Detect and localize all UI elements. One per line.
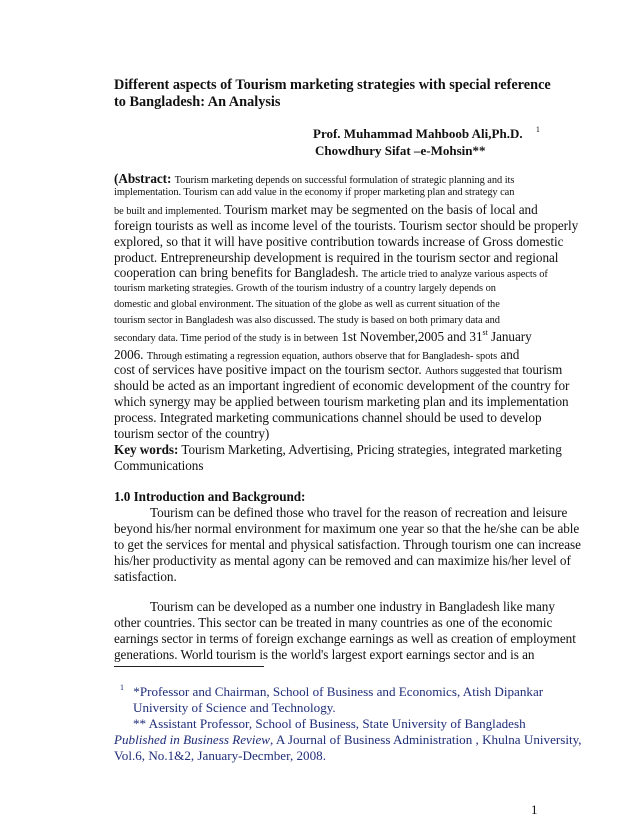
footnote-text: , A Journal of Business Administration , Khulna University, [270, 732, 582, 747]
abstract-text: cost of services have positive impact on the tourism sector. [114, 362, 422, 377]
section-p1-line-3: to get the services for mental and physical satisfaction. Through tourism one can increase [114, 537, 581, 552]
abstract-line-12 [114, 347, 519, 363]
author-1 [313, 126, 540, 142]
abstract-line-5: explored, so that it will have positive contribution towards increase of Gross domestic [114, 234, 564, 249]
abstract-line-3 [114, 202, 538, 218]
abstract-line-10: tourism sector in Bangladesh was also discussed. The study is based on both primary data and [114, 315, 500, 326]
abstract-text: secondary data. Time period of the study is in between [114, 333, 339, 344]
abstract-text: The article tried to analyze various aspects of [361, 269, 548, 280]
journal-name: Published in Business Review [114, 732, 271, 747]
author-1-name: Prof. Muhammad Mahboob Ali,Ph.D. [313, 126, 523, 141]
date-superscript: st [482, 328, 488, 337]
abstract-text: Through estimating a regression equation, authors observe that for Bangladesh- spots [146, 351, 498, 362]
page-number: 1 [531, 802, 538, 817]
abstract-line-11 [114, 329, 532, 345]
abstract-text: and [500, 347, 520, 362]
abstract-text: Tourism market may be segmented on the basis of local and [224, 202, 538, 217]
section-heading: 1.0 Introduction and Background: [114, 489, 306, 504]
abstract-dates-end: January [487, 329, 532, 344]
keywords-line-1 [114, 442, 562, 458]
section-p1-line-2: beyond his/her normal environment for maximum one year so that the he/she can be able [114, 521, 580, 536]
abstract-line-17: tourism sector of the country) [114, 426, 270, 441]
paper-title-line-1: Different aspects of Tourism marketing strategies with special reference [114, 77, 551, 93]
footnote-marker: 1 [120, 683, 124, 692]
abstract-text: tourism [522, 362, 563, 377]
footnote-rule [114, 666, 264, 667]
section-p1-line-1: Tourism can be defined those who travel for the reason of recreation and leisure [150, 505, 568, 520]
abstract-text: be built and implemented. [114, 206, 222, 217]
keywords-text: Tourism Marketing, Advertising, Pricing strategies, integrated marketing [181, 442, 562, 457]
keywords-label: Key words: [114, 442, 179, 457]
section-p2-line-3: earnings sector in terms of foreign exchange earnings as well as creation of employment [114, 631, 576, 646]
footnote-line-5: Vol.6, No.1&2, January-Decmber, 2008. [114, 748, 326, 763]
abstract-label: (Abstract: [114, 171, 172, 186]
abstract-line-14: should be acted as an important ingredient of economic development of the country for [114, 378, 570, 393]
abstract-line-1 [114, 171, 514, 187]
author-2: Chowdhury Sifat –e-Mohsin** [315, 143, 486, 158]
abstract-text: 2006. [114, 347, 144, 362]
abstract-text: cooperation can bring benefits for Bangladesh. [114, 265, 359, 280]
abstract-text: Tourism marketing depends on successful formulation of strategic planning and its [174, 175, 515, 186]
abstract-dates: 1st November,2005 and 31 [341, 329, 483, 344]
author-1-footnote-marker: 1 [535, 125, 540, 134]
abstract-line-8: tourism marketing strategies. Growth of the tourism industry of a country largely depends on [114, 283, 496, 294]
abstract-line-7 [114, 265, 548, 281]
section-p1-line-4: his/her productivity as mental agony can be removed and can maximize his/her level of [114, 553, 571, 568]
abstract-line-15: which synergy may be applied between tourism marketing plan and its implementation [114, 394, 569, 409]
abstract-text: Authors suggested that [424, 366, 519, 377]
abstract-line-9: domestic and global environment. The situation of the globe as well as current situation of the [114, 299, 500, 310]
section-p2-line-2: other countries. This sector can be treated in many countries as one of the economic [114, 615, 553, 630]
footnote-line-4 [114, 732, 582, 748]
section-p1-line-5: satisfaction. [114, 569, 177, 584]
paper-title-line-2: to Bangladesh: An Analysis [114, 94, 281, 110]
abstract-line-4: foreign tourists as well as income level of the tourists. Tourism sector should be properly [114, 218, 579, 233]
keywords-line-2: Communications [114, 458, 204, 473]
section-p2-line-4: generations. World tourism is the world's largest export earnings sector and is an [114, 647, 535, 662]
footnote-line-3: ** Assistant Professor, School of Business, State University of Bangladesh [133, 716, 526, 731]
footnote-line-1 [120, 684, 543, 700]
footnote-line-2: University of Science and Technology. [133, 700, 336, 715]
abstract-line-13 [114, 362, 562, 378]
abstract-line-2: implementation. Tourism can add value in the economy if proper marketing plan and strategy can [114, 187, 515, 198]
section-p2-line-1: Tourism can be developed as a number one industry in Bangladesh like many [150, 599, 555, 614]
abstract-line-16: process. Integrated marketing communications channel should be used to develop [114, 410, 542, 425]
footnote-text: *Professor and Chairman, School of Business and Economics, Atish Dipankar [133, 684, 544, 699]
abstract-line-6: product. Entrepreneurship development is required in the tourism sector and regional [114, 250, 559, 265]
